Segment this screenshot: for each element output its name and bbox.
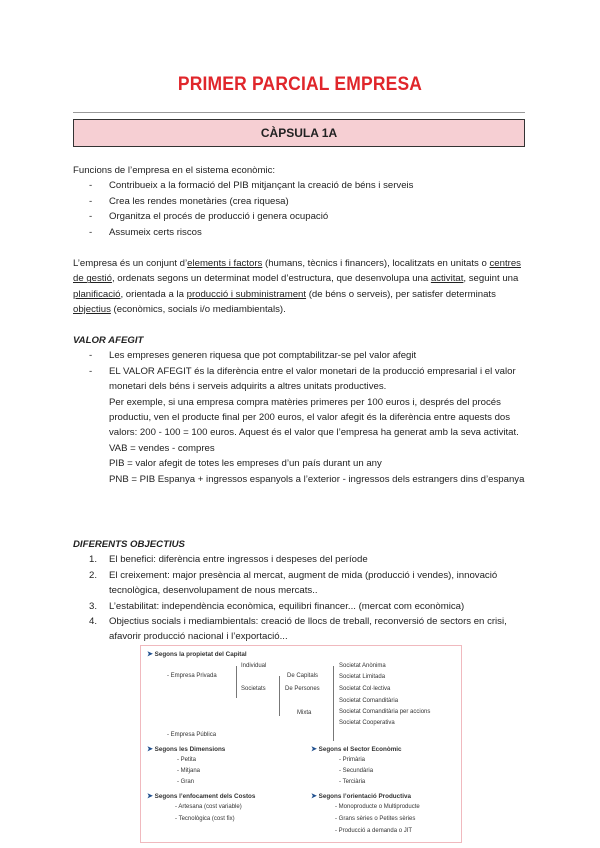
arrow-icon: ➤	[147, 651, 153, 658]
propietat-heading	[147, 650, 247, 658]
sector-heading	[311, 745, 402, 753]
label-text: Artesana (cost variable)	[178, 804, 242, 810]
heading-text: Segons la propietat del Capital	[154, 651, 247, 658]
title-divider	[73, 112, 525, 113]
bracket-line	[279, 676, 280, 716]
classification-diagram	[140, 645, 462, 843]
page-title: PRIMER PARCIAL EMPRESA	[177, 74, 423, 95]
individual-label: Individual	[241, 663, 267, 669]
text-run: , seguint una	[463, 273, 519, 285]
list-item: - Terciària	[339, 779, 366, 785]
item-number: 2.	[89, 569, 98, 581]
sa-label: Societat Anònima	[339, 663, 386, 669]
capsula-heading: CÀPSULA 1A	[73, 119, 525, 147]
text-run: (de béns o serveis), per satisfer determinats	[306, 288, 496, 300]
list-item: - Monoproducte o Multiproducte	[335, 804, 420, 810]
list-item	[73, 568, 531, 599]
empresa-privada-label: - Empresa Privada	[167, 673, 217, 679]
funcions-section	[73, 163, 531, 240]
list-item: - Les empreses generen riquesa que pot comptabilitzar-se pel valor afegit	[73, 348, 531, 363]
text-run: (econòmics, socials i/o mediambientals).	[110, 304, 286, 316]
heading-text: Segons el Sector Econòmic	[318, 746, 402, 753]
sl-label: Societat Limitada	[339, 674, 386, 680]
valor-afegit-list	[73, 348, 531, 394]
list-item: - Contribueix a la formació del PIB mitjançant la creació de béns i serveis	[73, 178, 531, 193]
funcions-list	[73, 178, 531, 240]
label-text: Tecnològica (cost fix)	[178, 816, 235, 822]
label-text: Producció a demanda o JIT	[338, 828, 413, 834]
item-text: El creixement: major presència al mercat, augment de mida (producció i vendes), innovació tecnològica, desenvolupament de nous mercats..	[109, 569, 498, 597]
list-item: - EL VALOR AFEGIT és la diferència entre el valor monetari de la producció empresarial i el valor monetari dels béns i serveis adquirits a altres unitats productives.	[73, 364, 531, 395]
valor-afegit-heading: VALOR AFEGIT	[73, 335, 144, 346]
pnb-formula: PNB = PIB Espanya + ingressos espanyols a l’exterior - ingressos dels estrangers dins d’espanya	[109, 473, 525, 485]
objectius-heading: DIFERENTS OBJECTIUS	[73, 539, 185, 550]
funcions-intro: Funcions de l’empresa en el sistema econòmic:	[73, 165, 276, 176]
underlined-term: producció i subministrament	[186, 288, 307, 300]
valor-afegit-section	[73, 333, 531, 487]
label-text: Monoproducte o Multiproducte	[338, 804, 420, 810]
item-text: Objectius socials i mediambientals: creació de llocs de treball, reconversió de sectors en crisi, afavorir producció nacional i l’exportació...	[109, 616, 507, 643]
label-text: Grans sèries o Petites sèries	[338, 816, 416, 822]
label-text: Terciària	[342, 779, 366, 785]
scoop-label: Societat Cooperativa	[339, 720, 395, 726]
list-item: - Artesana (cost variable)	[175, 804, 242, 810]
valor-afegit-exemple: Per exemple, si una empresa compra matèries primeres per 100 euros i, després del procés productiu, ven el producte final per 200 euros, el valor afegit és la diferència entre aquests dos valors: 200 - 100 = 100 euros. Aquest és el valor que l’empresa ha generat amb la seva activitat.	[109, 396, 519, 439]
underlined-term: elements i factors	[187, 258, 263, 269]
arrow-icon: ➤	[147, 793, 153, 800]
objectius-list	[73, 552, 531, 644]
arrow-icon: ➤	[147, 746, 153, 753]
text-run: (humans, tècnics i financers), localitzats en unitats o	[262, 258, 490, 269]
de-capitals-label: De Capitals	[287, 673, 319, 679]
list-item: - Gran	[177, 779, 195, 785]
productiva-heading	[311, 792, 411, 800]
heading-text: Segons l’enfocament dels Costos	[154, 793, 256, 800]
list-item: - Secundària	[339, 768, 374, 774]
list-item	[73, 614, 531, 645]
list-item: - Mitjana	[177, 768, 201, 774]
list-item: - Crea les rendes monetàries (crea riquesa)	[73, 194, 531, 209]
item-text: L’estabilitat: independència econòmica, equilibri financer... (mercat com econòmica)	[109, 600, 465, 612]
societats-label: Societats	[241, 686, 266, 692]
bracket-line	[236, 666, 237, 698]
scomacc-label: Societat Comanditària per accions	[339, 709, 431, 715]
objectius-section	[73, 537, 531, 645]
item-number: 4.	[89, 616, 98, 628]
de-persones-label: De Persones	[285, 686, 320, 692]
underlined-term: centres de gestió	[73, 258, 521, 285]
list-item: - Grans sèries o Petites sèries	[335, 816, 416, 822]
list-item: - Assumeix certs riscos	[73, 225, 531, 240]
pib-formula: PIB = valor afegit de totes les empreses d’un país durant un any	[109, 458, 382, 470]
heading-text: Segons les Dimensions	[154, 746, 226, 753]
underlined-term: objectius	[73, 304, 111, 316]
item-number: 3.	[89, 600, 98, 612]
list-item: - Tecnològica (cost fix)	[175, 816, 235, 822]
label-text: Empresa Privada	[170, 673, 217, 679]
list-item: - Petita	[177, 757, 197, 763]
arrow-icon: ➤	[311, 746, 317, 753]
list-item: - Primària	[339, 757, 366, 763]
label-text: Gran	[180, 779, 195, 785]
text-run: , ordenats segons un determinat model d’estructura, que desenvolupa una	[111, 273, 431, 285]
mixta-label: Mixta	[297, 710, 312, 716]
label-text: Mitjana	[180, 768, 201, 774]
underlined-term: planificació	[73, 288, 121, 300]
text-run: L’empresa és un conjunt d’	[73, 258, 188, 269]
scol-label: Societat Col·lectiva	[339, 686, 391, 692]
item-text: El benefici: diferència entre ingressos i despeses del període	[109, 554, 368, 566]
list-item	[73, 552, 531, 567]
text-run: , orientada a la	[120, 288, 187, 300]
heading-text: Segons l’orientació Productiva	[318, 793, 411, 800]
bracket-line	[333, 666, 334, 741]
costos-heading	[147, 792, 255, 800]
dimensions-heading	[147, 745, 225, 753]
definicio-paragraph	[73, 256, 531, 318]
label-text: Empresa Pública	[170, 732, 217, 738]
label-text: Secundària	[342, 768, 374, 774]
list-item	[73, 599, 531, 614]
underlined-term: activitat	[430, 273, 464, 285]
label-text: Primària	[342, 757, 366, 763]
empresa-publica-label: - Empresa Pública	[167, 732, 217, 738]
label-text: Petita	[180, 757, 197, 763]
scom-label: Societat Comanditària	[339, 698, 399, 704]
arrow-icon: ➤	[311, 793, 317, 800]
list-item: - Producció a demanda o JIT	[335, 828, 413, 834]
list-item: - Organitza el procés de producció i genera ocupació	[73, 209, 531, 224]
item-number: 1.	[89, 554, 98, 566]
vab-formula: VAB = vendes - compres	[109, 442, 215, 454]
